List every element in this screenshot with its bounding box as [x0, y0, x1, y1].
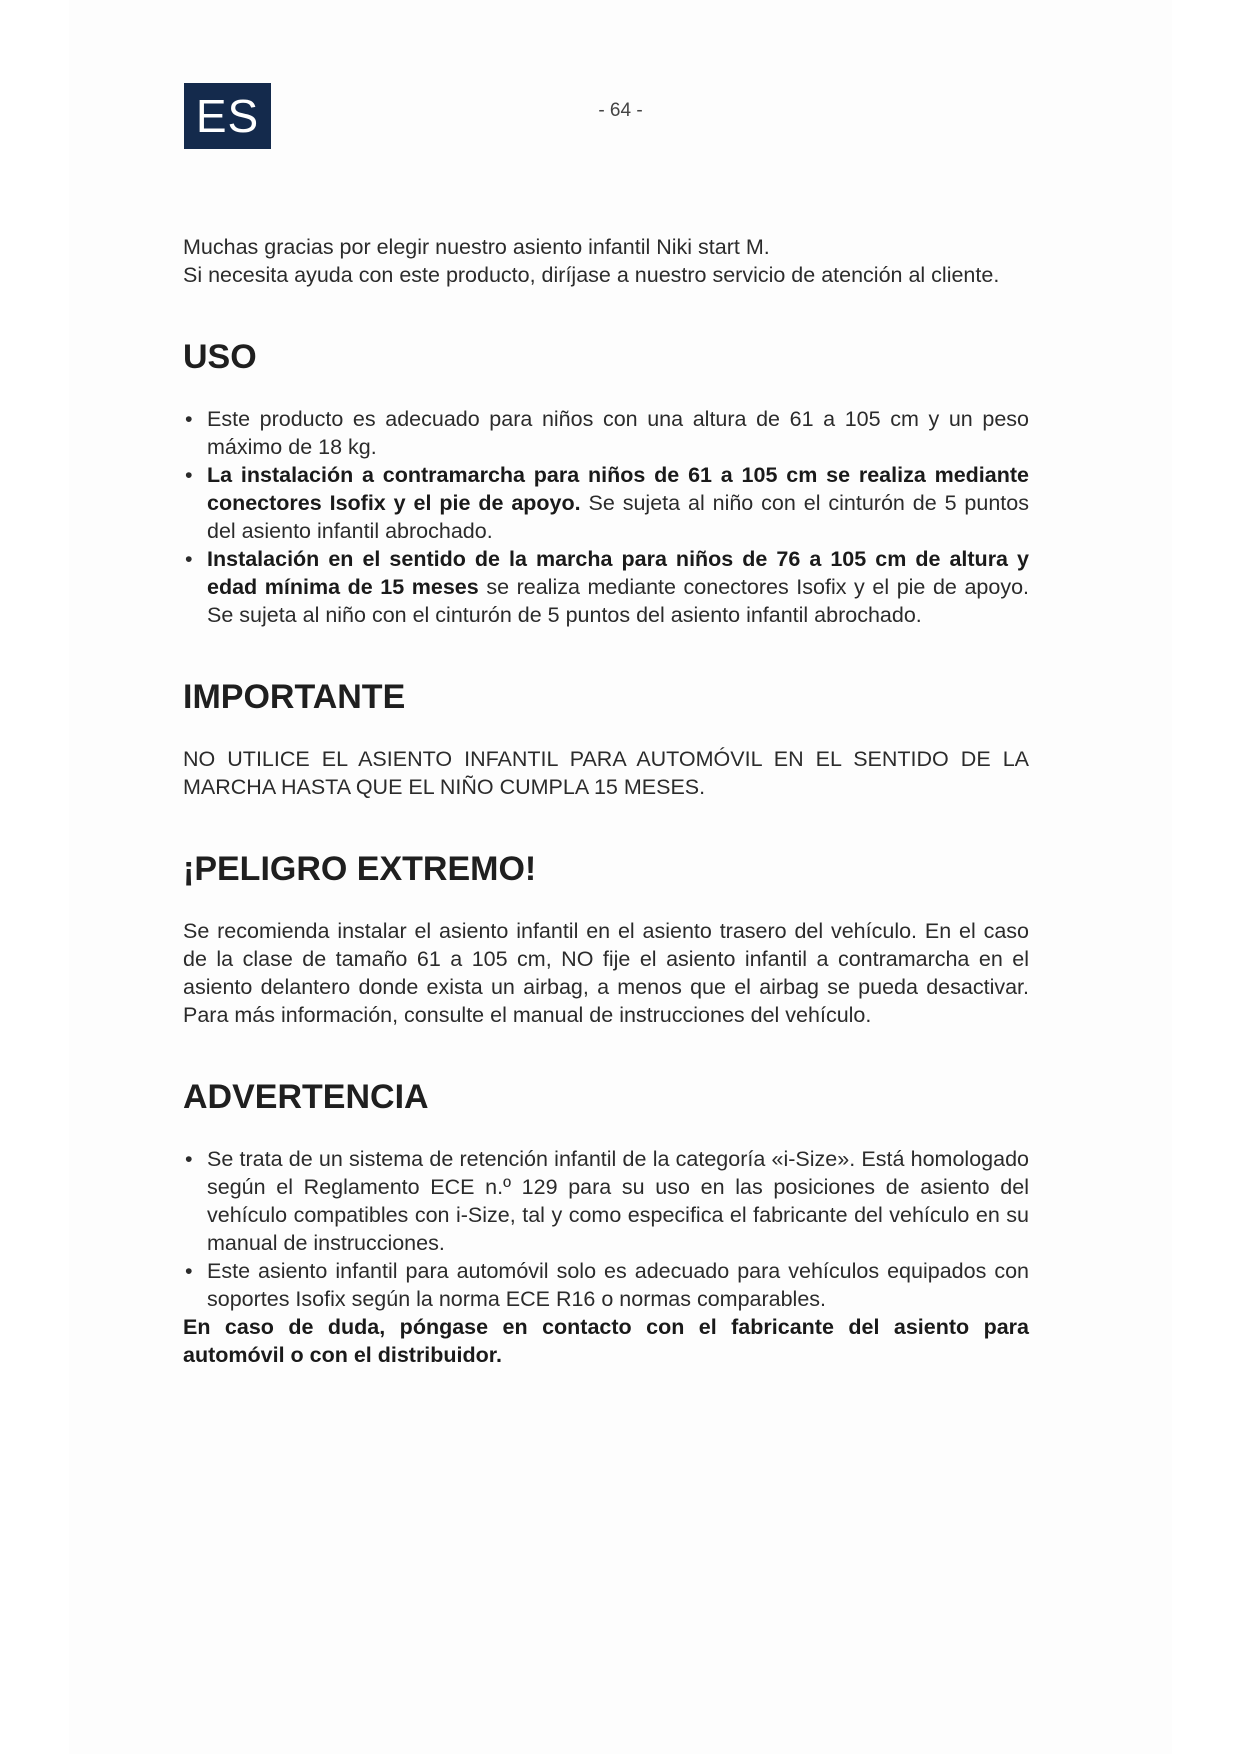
- list-item-bold: Instalación en el sentido de la marcha para niños de 76 a 105 cm de altura y edad mínima de 15 meses: [207, 547, 1029, 599]
- uso-list: [183, 405, 1029, 629]
- bullet-icon: •: [185, 547, 193, 571]
- list-item-text: Este producto es adecuado para niños con una altura de 61 a 105 cm y un peso máximo de 18 kg.: [207, 407, 1029, 459]
- language-badge: ES: [184, 83, 271, 149]
- section-peligro: [183, 849, 1029, 1029]
- peligro-text: Se recomienda instalar el asiento infantil en el asiento trasero del vehículo. En el caso de la clase de tamaño 61 a 105 cm, NO fije el asiento infantil a contramarcha en el asiento delantero donde exista un airbag, a menos que el airbag se pueda desactivar. Para más información, consulte el manual de instrucciones del vehículo.: [183, 919, 1029, 1027]
- list-item-text: Se trata de un sistema de retención infantil de la categoría «i-Size». Está homologado según el Reglamento ECE n.º 129 para su uso en las posiciones de asiento del vehículo compatibles con i-Size, tal y como especifica el fabricante del vehículo en su manual de instrucciones.: [207, 1147, 1029, 1255]
- list-item-bold: La instalación a contramarcha para niños de 61 a 105 cm se realiza mediante conectores Isofix y el pie de apoyo.: [207, 463, 1029, 515]
- section-title-importante: IMPORTANTE: [183, 678, 406, 716]
- bullet-icon: •: [185, 1259, 193, 1283]
- list-item: [183, 545, 1029, 629]
- section-title-advertencia: ADVERTENCIA: [183, 1078, 429, 1116]
- list-item: [183, 461, 1029, 545]
- list-item: [183, 1257, 1029, 1313]
- advertencia-list: [183, 1145, 1029, 1313]
- section-uso: [183, 337, 1029, 629]
- manual-page: [69, 0, 1172, 1754]
- intro-paragraph: [183, 233, 1029, 289]
- page-number: - 64 -: [598, 100, 643, 121]
- section-importante: [183, 677, 1029, 801]
- bullet-icon: •: [185, 1147, 193, 1171]
- list-item: [183, 1145, 1029, 1257]
- intro-line-2: Si necesita ayuda con este producto, diríjase a nuestro servicio de atención al cliente.: [183, 263, 1000, 287]
- list-item-text: se realiza mediante conectores Isofix y el pie de apoyo. Se sujeta al niño con el cinturón de 5 puntos del asiento infantil abrochado.: [207, 575, 1030, 627]
- bullet-icon: •: [185, 407, 193, 431]
- section-title-uso: USO: [183, 338, 257, 376]
- list-item-text: Este asiento infantil para automóvil solo es adecuado para vehículos equipados con soportes Isofix según la norma ECE R16 o normas comparables.: [207, 1259, 1029, 1311]
- importante-text: NO UTILICE EL ASIENTO INFANTIL PARA AUTOMÓVIL EN EL SENTIDO DE LA MARCHA HASTA QUE EL NIÑO CUMPLA 15 MESES.: [183, 747, 1029, 799]
- page-content: [183, 233, 1029, 1417]
- bullet-icon: •: [185, 463, 193, 487]
- section-advertencia: [183, 1077, 1029, 1369]
- intro-line-1: Muchas gracias por elegir nuestro asiento infantil Niki start M.: [183, 235, 770, 259]
- list-item: [183, 405, 1029, 461]
- list-item-text: Se sujeta al niño con el cinturón de 5 puntos del asiento infantil abrochado.: [207, 491, 1029, 543]
- section-title-peligro: ¡PELIGRO EXTREMO!: [183, 850, 537, 888]
- closing-note: En caso de duda, póngase en contacto con el fabricante del asiento para automóvil o con el distribuidor.: [183, 1315, 1029, 1367]
